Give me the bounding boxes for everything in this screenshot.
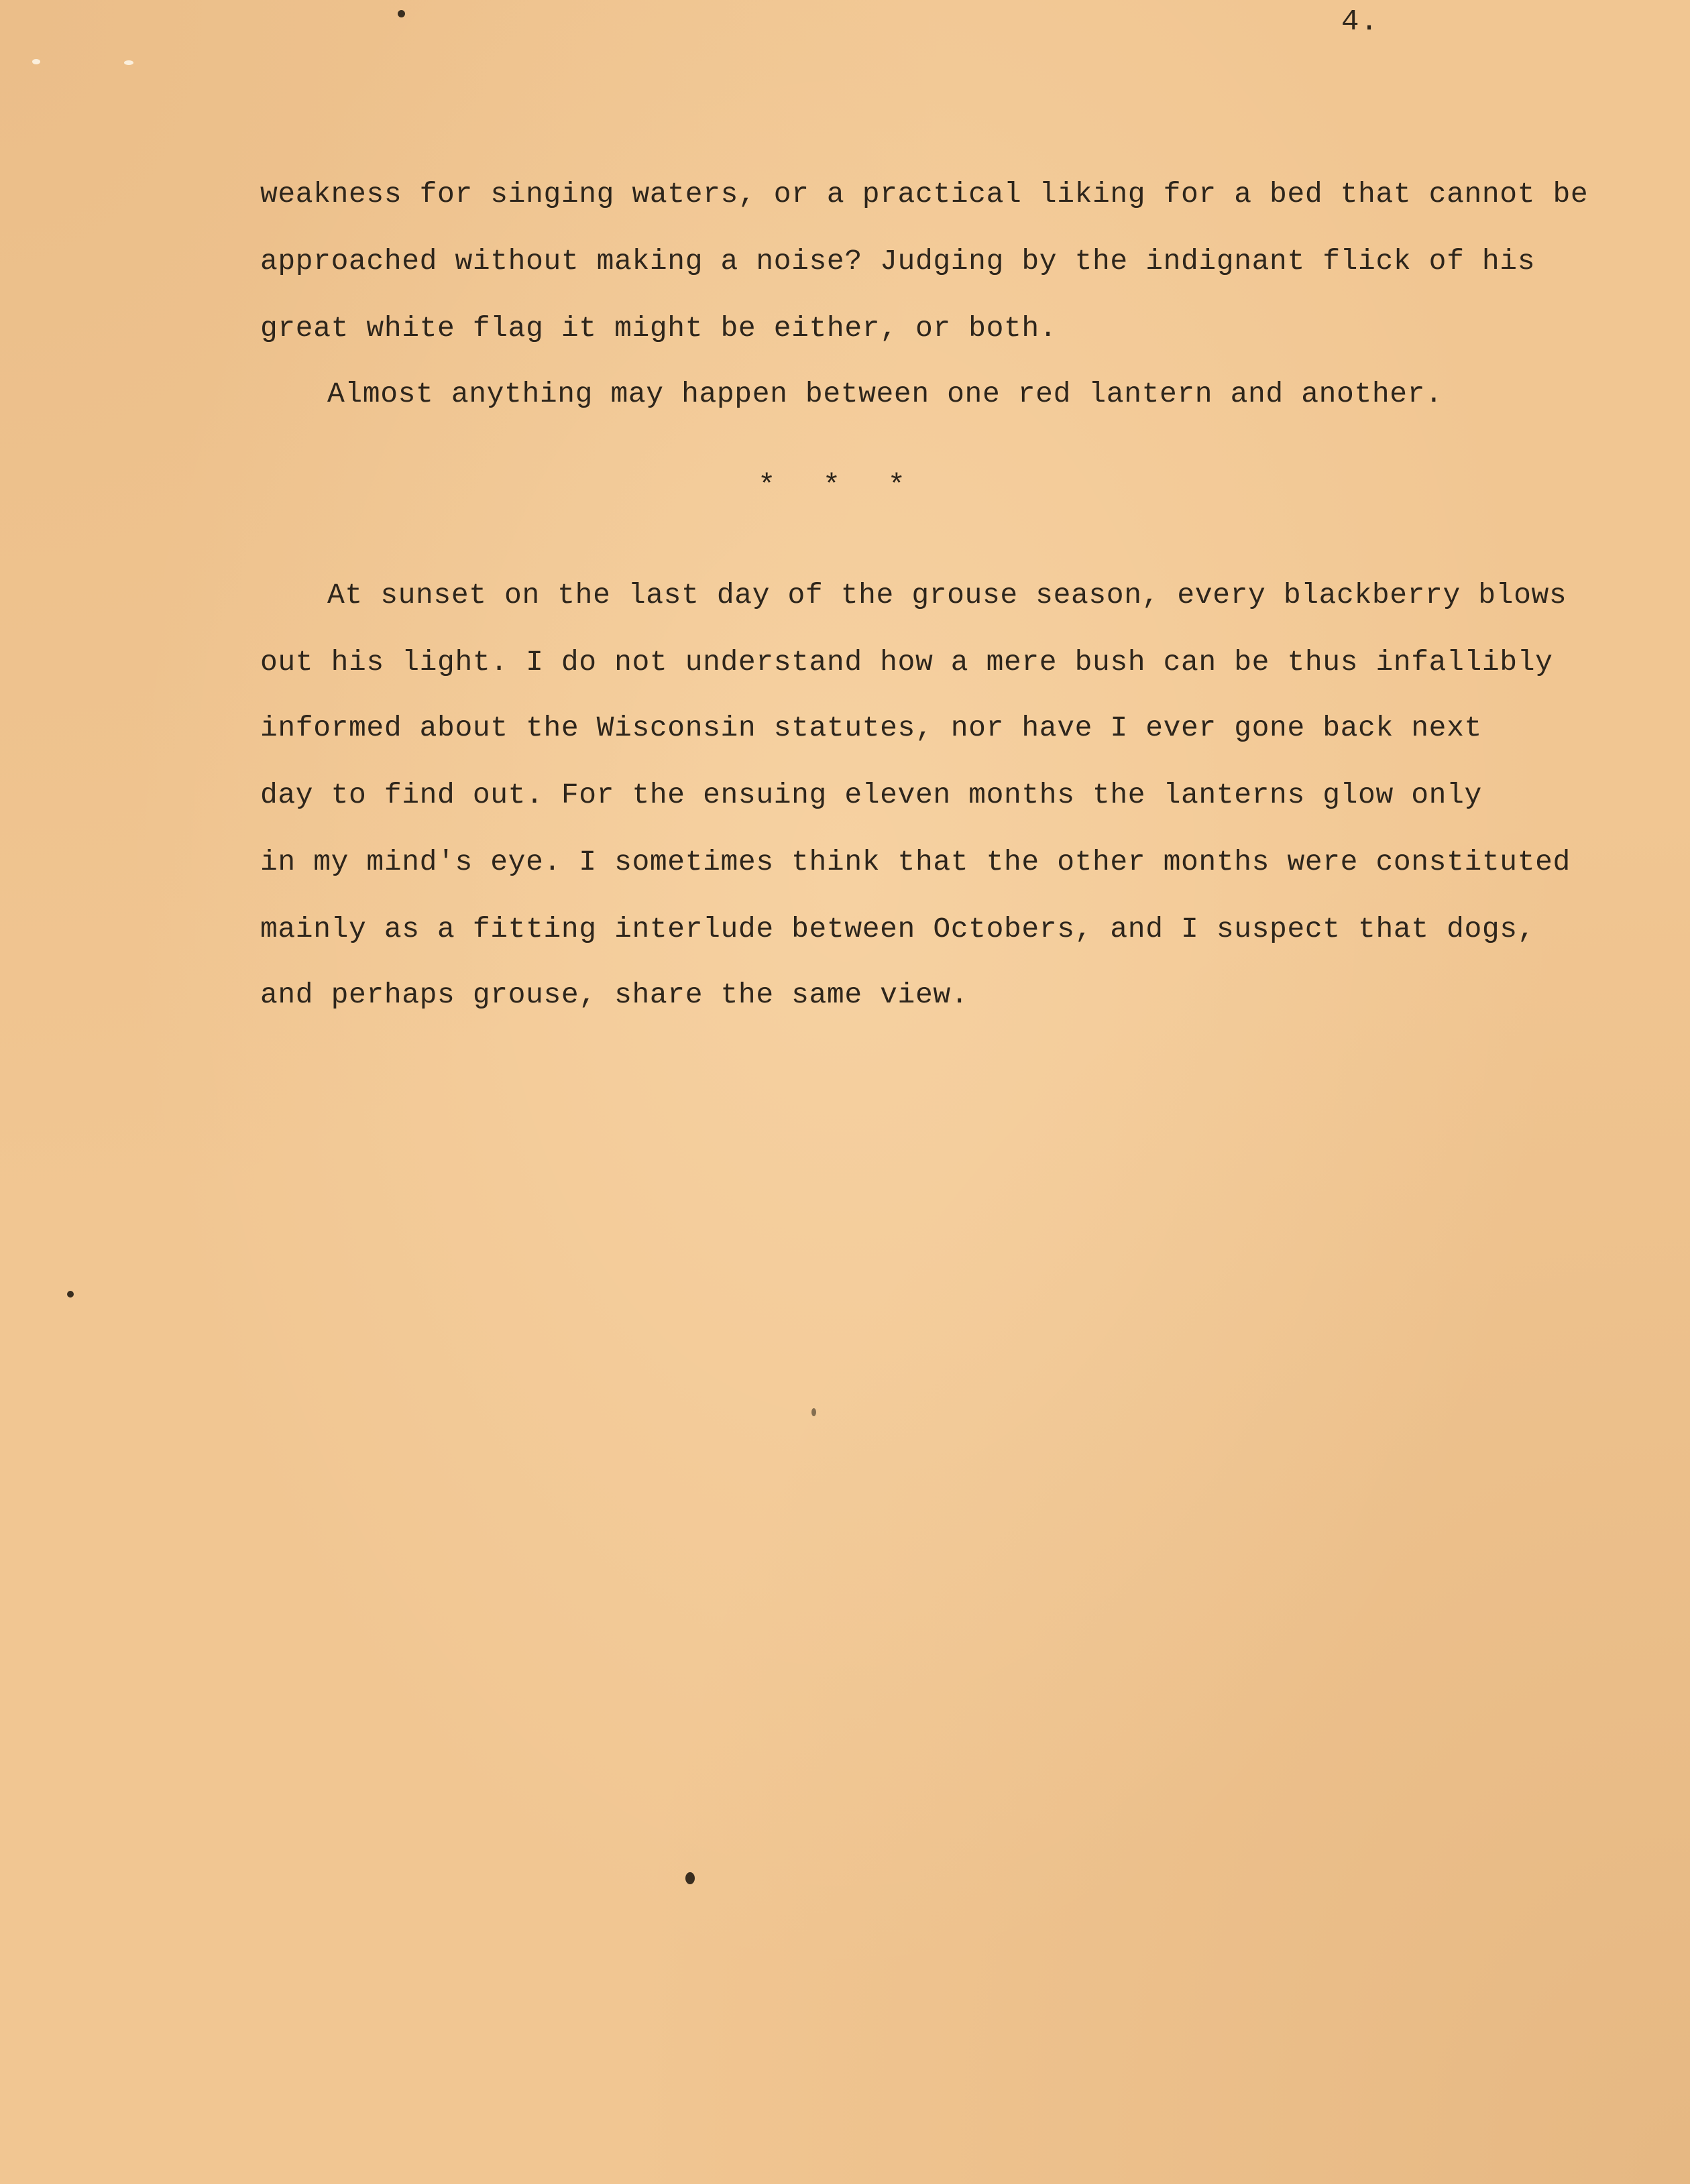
paragraph-3-line-4: day to find out. For the ensuing eleven months the lanterns glow only [260,779,1482,811]
paper-speck [32,59,40,64]
paragraph-3-line-3: informed about the Wisconsin statutes, nor have I ever gone back next [260,711,1482,744]
paper-speck [398,10,405,17]
paragraph-3-line-7: and perhaps grouse, share the same view. [260,978,969,1011]
paragraph-1-line-2: approached without making a noise? Judging by the indignant flick of his [260,245,1536,278]
paper-speck [685,1872,695,1884]
paragraph-2-line-1: Almost anything may happen between one red lantern and another. [327,378,1443,410]
paragraph-3-line-2: out his light. I do not understand how a mere bush can be thus infallibly [260,646,1553,679]
paragraph-3-line-5: in my mind's eye. I sometimes think that the other months were constituted [260,846,1571,878]
paragraph-3-line-1: At sunset on the last day of the grouse season, every blackberry blows [327,579,1567,612]
paper-speck [124,60,133,65]
paragraph-3-line-6: mainly as a fitting interlude between Octobers, and I suspect that dogs, [260,913,1536,945]
paragraph-1-line-3: great white flag it might be either, or both. [260,312,1058,345]
paper-speck [811,1408,816,1416]
section-separator: * * * [758,469,921,503]
page-number: 4. [1341,5,1379,39]
paper-speck [67,1291,74,1298]
paragraph-1-line-1: weakness for singing waters, or a practical liking for a bed that cannot be [260,178,1589,211]
